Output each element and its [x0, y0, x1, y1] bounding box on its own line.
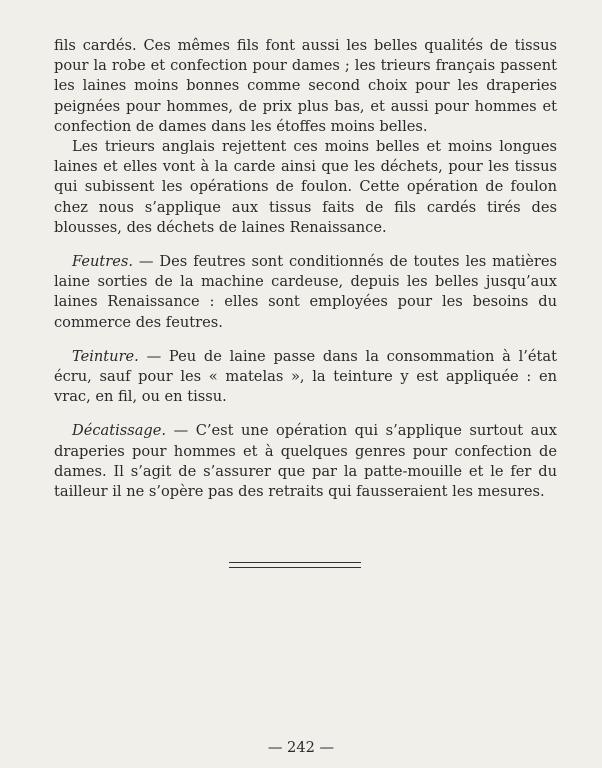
paragraph-decatissage: [54, 421, 557, 502]
body-text: [54, 36, 557, 502]
paragraph-teinture: [54, 347, 557, 408]
paragraph-text: Les trieurs anglais rejettent ces moins belles et moins longues laines et elles vont à la carde ainsi que les déchets, pour les tissus qui subissent les opérations de foulon. Cette opération de foulon chez nous s’applique aux tissus faits de fils cardés tirés des blousses, des déchets de laines Renaissance.: [54, 138, 557, 236]
paragraph-text: fils cardés. Ces mêmes fils font aussi les belles qualités de tissus pour la robe et confection pour dames ; les trieurs français passent les laines moins bonnes comme second choix pour les draperies peignées pour hommes, de prix plus bas, et aussi pour hommes et confection de dames dans les étoffes moins belles.: [54, 37, 557, 135]
paragraph-continuation: [54, 36, 557, 137]
paragraph-text: — C’est une opération qui s’applique surtout aux draperies pour hommes et à quelques genres pour confection de dames. Il s’agit de s’assurer que par la patte-mouille et le fer du tailleur il ne s’opère pas des retraits qui fausseraient les mesures.: [54, 422, 557, 501]
paragraph-text: — Peu de laine passe dans la consommation à l’état écru, sauf pour les « matelas », la teinture y est appliquée : en vrac, en fil, ou en tissu.: [54, 347, 557, 406]
paragraph-trieurs-anglais: [54, 137, 557, 238]
paragraph-feutres: [54, 252, 557, 333]
page-number: — 242 —: [267, 739, 335, 756]
paragraph-text: — Des feutres sont conditionnés de toutes les matières laine sorties de la machine cardeuse, depuis les belles jusqu’aux laines Renaissance : elles sont employées pour les besoins du commerce des feutres.: [54, 253, 557, 331]
paragraph-lead-feutres: Feutres.: [72, 253, 133, 271]
paragraph-lead-teinture: Teinture.: [72, 347, 139, 365]
paragraph-lead-decatissage: Décatissage.: [72, 422, 167, 440]
section-divider: [229, 562, 361, 568]
